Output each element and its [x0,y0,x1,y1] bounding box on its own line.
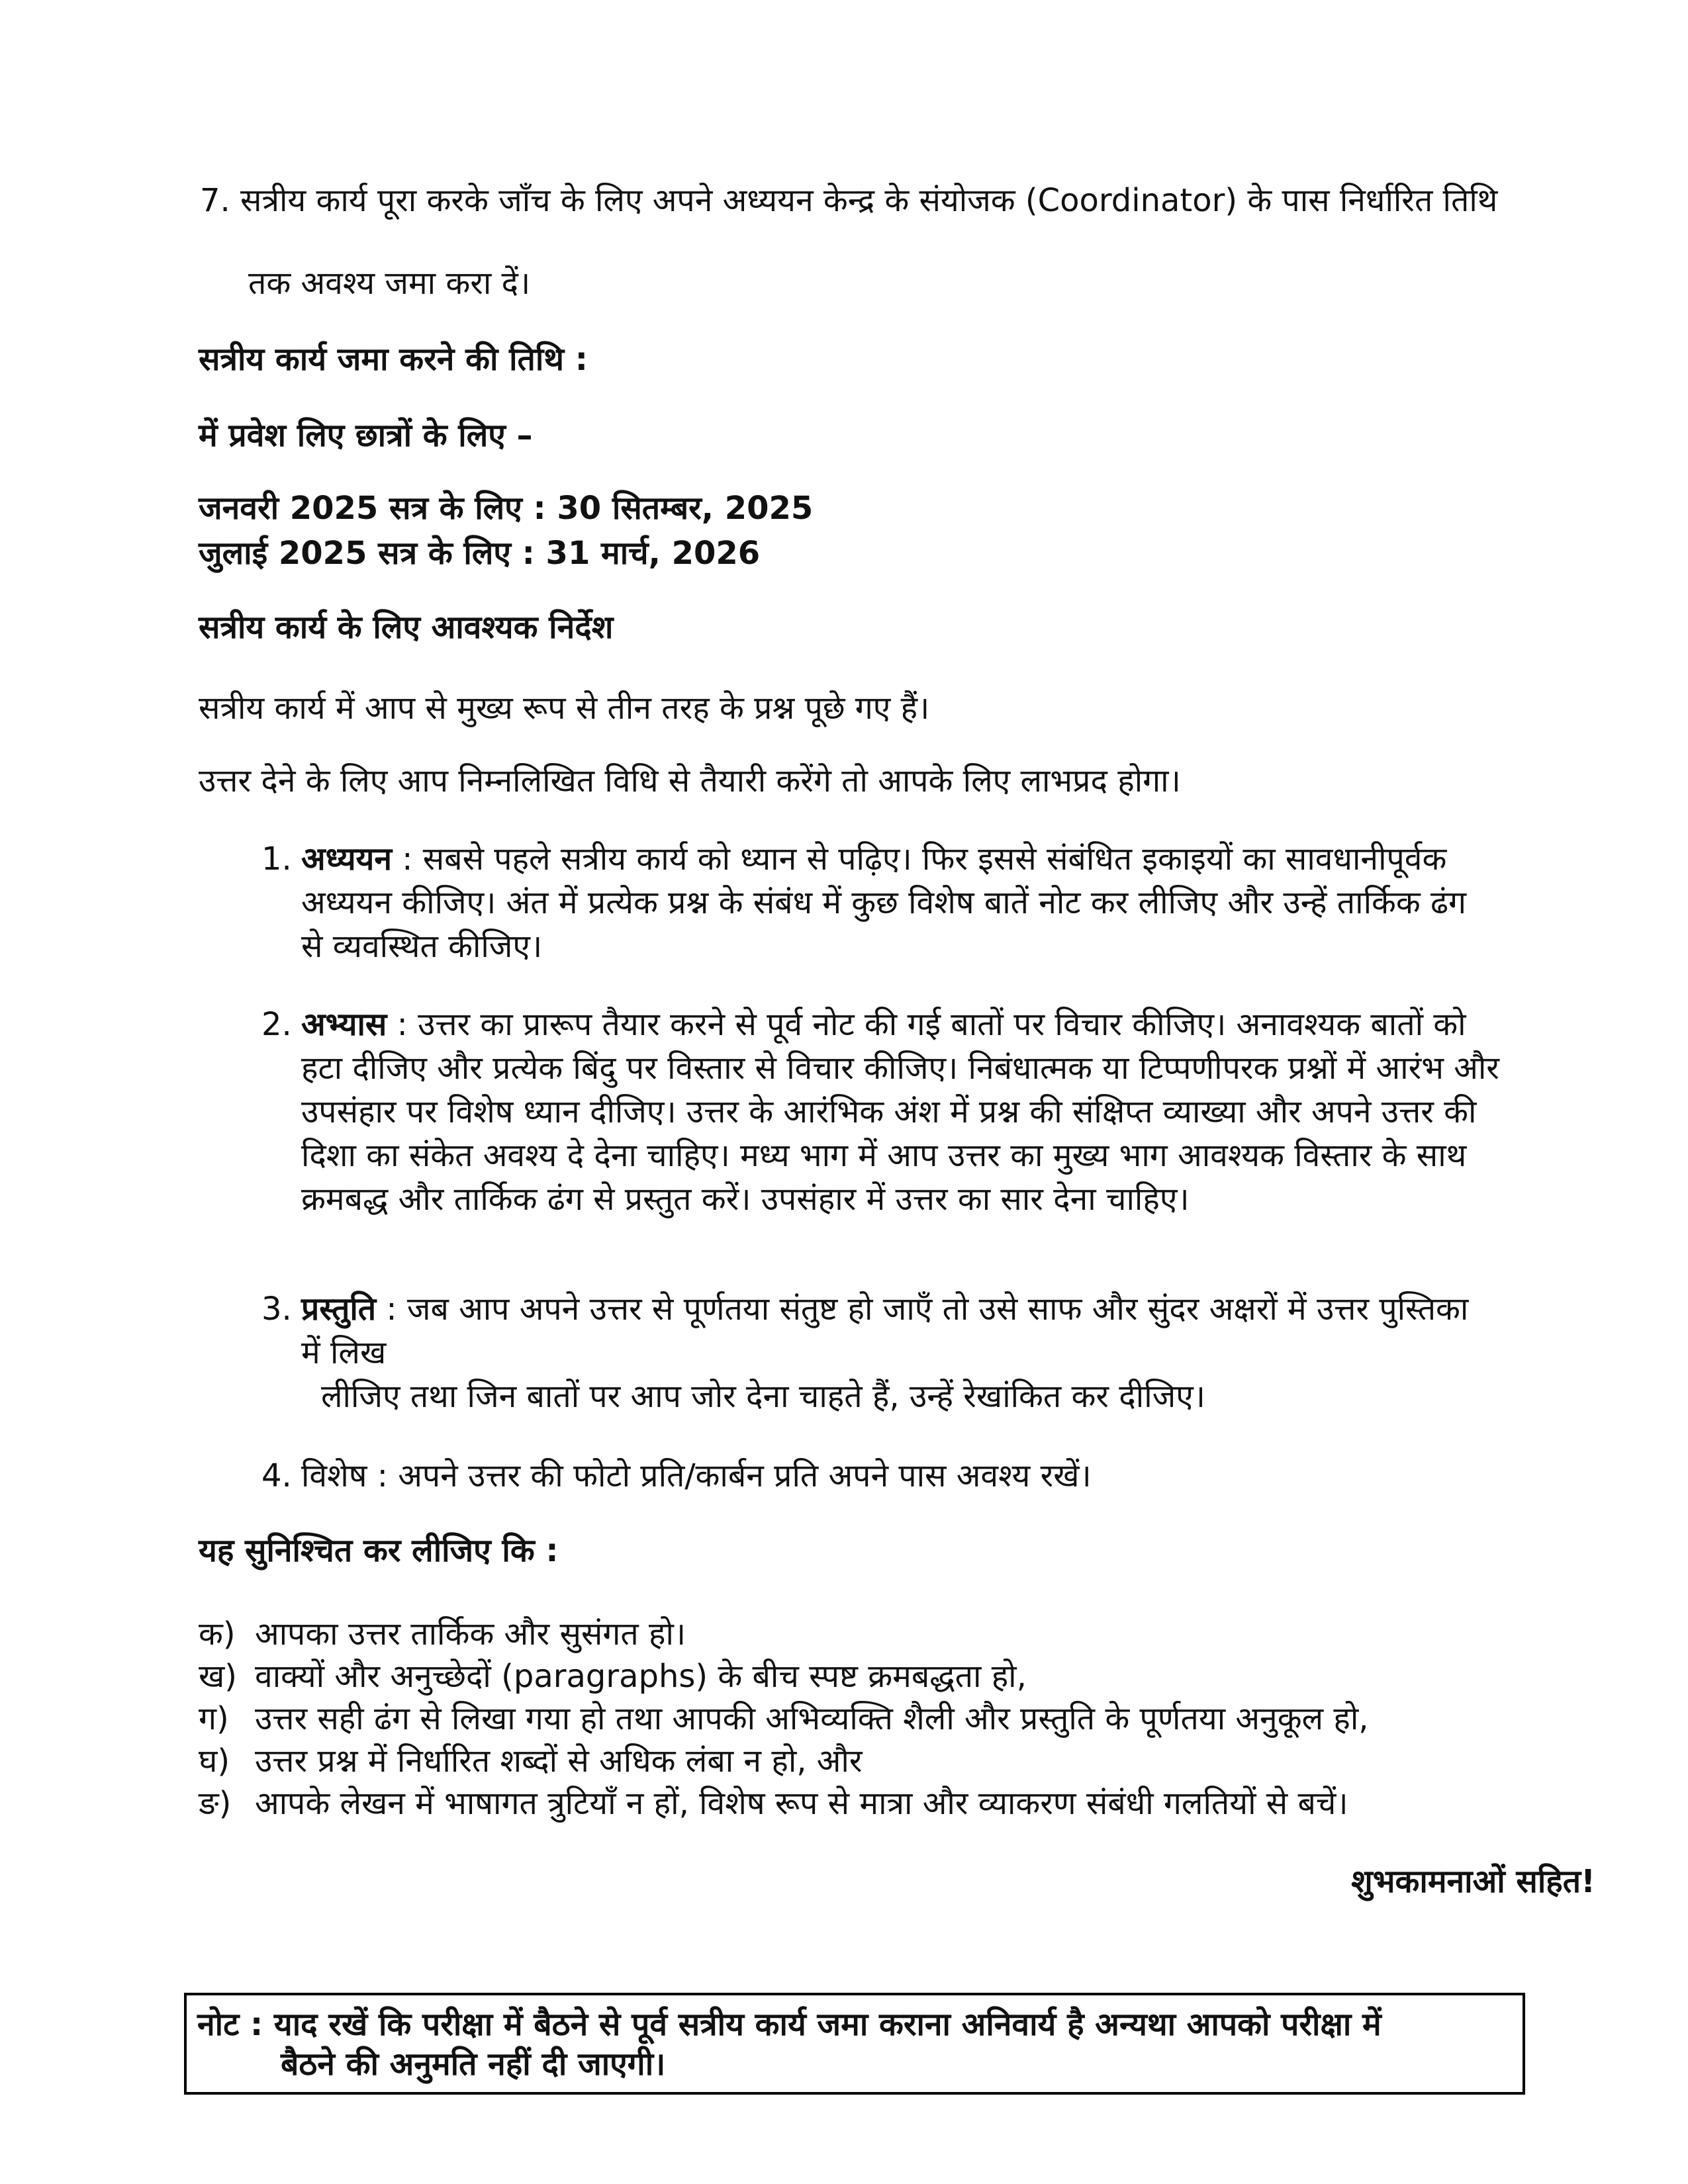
instruction-step-1 [199,837,1595,968]
ensure-heading: यह सुनिश्चित कर लीजिए कि : [199,1532,559,1569]
step-2-line-1 [199,1003,1595,1046]
step-3-number: 3. [261,1291,292,1328]
step-1-line-1 [199,837,1595,881]
step-4-number: 4. [261,1457,292,1494]
checklist-item-nga [199,1782,1595,1825]
note-line-1: नोट : याद रखें कि परीक्षा में बैठने से पूर्व सत्रीय कार्य जमा कराना अनिवार्य है अन्यथा आपको परीक्षा में [197,2006,1382,2043]
step-1-text: सबसे पहले सत्रीय कार्य को ध्यान से पढ़िए। फिर इससे संबंधित इकाइयों का सावधानीपूर्वक [422,841,1447,878]
step-1-number: 1. [261,841,292,878]
note-box [184,1993,1525,2095]
checklist-item-gha [199,1740,1595,1782]
checklist-item-kha [199,1655,1595,1698]
item-7-paragraph [199,179,1595,305]
step-2-text: उत्तर का प्रारूप तैयार करने से पूर्व नोट की गई बातों पर विचार कीजिए। अनावश्यक बातों को [418,1006,1466,1043]
step-3-line-1 [199,1287,1595,1331]
session-date-july: जुलाई 2025 सत्र के लिए : 31 मार्च, 2026 [199,535,761,572]
step-1-line-2: अध्ययन कीजिए। अंत में प्रत्येक प्रश्न के संबंध में कुछ विशेष बातें नोट कर लीजिए और उन्हें तार्किक ढंग [301,884,1467,921]
session-date-january: जनवरी 2025 सत्र के लिए : 30 सितम्बर, 2025 [199,490,814,527]
checklist [199,1613,1595,1825]
checklist-text-ga: उत्तर सही ढंग से लिखा गया हो तथा आपकी अभिव्यक्ति शैली और प्रस्तुति के पूर्णतया अनुकूल हो, [255,1700,1369,1737]
checklist-marker-kha: ख) [199,1658,237,1695]
item-7-number: 7. [200,182,230,219]
intro-paragraph-1: सत्रीय कार्य में आप से मुख्य रूप से तीन तरह के प्रश्न पूछे गए हैं। [199,690,930,727]
step-2-number: 2. [261,1006,292,1043]
step-2-separator: : [387,1006,418,1043]
submission-date-heading: सत्रीय कार्य जमा करने की तिथि : [199,341,588,378]
item-7-line-2: तक अवश्य जमा करा दें। [248,265,531,302]
checklist-item-ka [199,1613,1595,1655]
step-3-text: जब आप अपने उत्तर से पूर्णतया संतुष्ट हो जाएँ तो उसे साफ और सुंदर अक्षरों में उत्तर पुस्तिका [406,1291,1469,1328]
checklist-marker-gha: घ) [199,1743,230,1780]
instruction-step-2 [199,1003,1595,1221]
instruction-step-4 [199,1454,1595,1498]
instructions-heading: सत्रीय कार्य के लिए आवश्यक निर्देश [199,609,614,646]
checklist-marker-ga: ग) [199,1700,229,1737]
page-content [199,179,1595,2095]
closing-wishes: शुभकामनाओं सहित! [1351,1863,1595,1900]
step-1-line-3: से व्यवस्थित कीजिए। [301,928,543,965]
admission-heading: में प्रवेश लिए छात्रों के लिए – [199,417,533,454]
checklist-text-nga: आपके लेखन में भाषागत त्रुटियाँ न हों, विशेष रूप से मात्रा और व्याकरण संबंधी गलतियों से बचें। [255,1785,1348,1822]
step-1-label: अध्ययन [301,841,393,878]
checklist-marker-ka: क) [199,1615,236,1653]
step-3-line-2: में लिख [301,1334,387,1371]
step-2-line-5: क्रमबद्ध और तार्किक ढंग से प्रस्तुत करें। उपसंहार में उत्तर का सार देना चाहिए। [301,1181,1190,1218]
step-2-line-4: दिशा का संकेत अवश्य दे देना चाहिए। मध्य भाग में आप उत्तर का मुख्य भाग आवश्यक विस्तार के साथ [301,1137,1467,1174]
step-2-line-3: उपसंहार पर विशेष ध्यान दीजिए। उत्तर के आरंभिक अंश में प्रश्न की संक्षिप्त व्याख्या और अपने उत्तर की [301,1093,1477,1130]
step-4-label: विशेष [301,1457,367,1494]
step-4-text: अपने उत्तर की फोटो प्रति/कार्बन प्रति अपने पास अवश्य रखें। [398,1457,1092,1494]
step-2-line-2: हटा दीजिए और प्रत्येक बिंदु पर विस्तार से विचार कीजिए। निबंधात्मक या टिप्पणीपरक प्रश्नों में आरंभ और [301,1050,1499,1087]
checklist-text-gha: उत्तर प्रश्न में निर्धारित शब्दों से अधिक लंबा न हो, और [255,1743,863,1780]
step-3-separator: : [376,1291,407,1328]
step-3-line-3: लीजिए तथा जिन बातों पर आप जोर देना चाहते हैं, उन्हें रेखांकित कर दीजिए। [321,1378,1205,1415]
item-7-line-1 [199,179,1595,222]
intro-paragraph-2: उत्तर देने के लिए आप निम्नलिखित विधि से तैयारी करेंगे तो आपके लिए लाभप्रद होगा। [199,762,1181,799]
note-line-2: बैठने की अनुमति नहीं दी जाएगी। [281,2046,666,2083]
step-4-line-1 [199,1454,1595,1498]
step-3-label: प्रस्तुति [301,1291,377,1328]
checklist-text-kha: वाक्यों और अनुच्छेदों (paragraphs) के बीच स्पष्ट क्रमबद्धता हो, [255,1658,1027,1695]
checklist-marker-nga: ङ) [199,1785,232,1822]
item-7-text: सत्रीय कार्य पूरा करके जाँच के लिए अपने अध्ययन केन्द्र के संयोजक (Coordinator) के पास निर्धारित तिथि [240,182,1498,219]
step-4-separator: : [367,1457,399,1494]
checklist-text-ka: आपका उत्तर तार्किक और सुसंगत हो। [255,1615,686,1653]
step-1-separator: : [392,841,423,878]
step-2-label: अभ्यास [301,1006,387,1043]
instruction-step-3 [199,1287,1595,1418]
checklist-item-ga [199,1698,1595,1740]
